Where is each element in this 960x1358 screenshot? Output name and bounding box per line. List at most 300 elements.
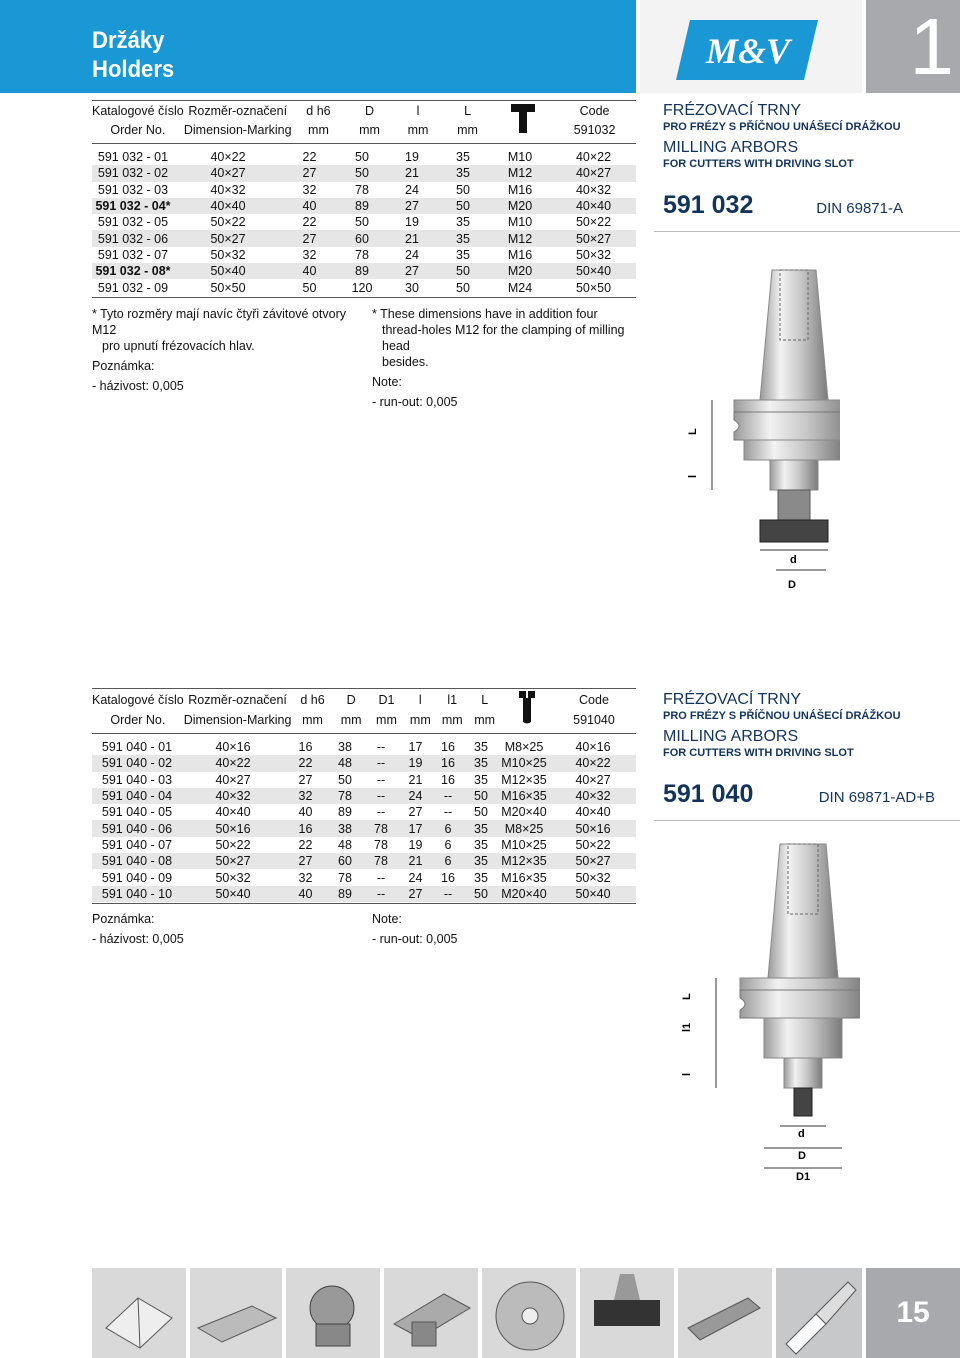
table-cell: 27 — [408, 805, 423, 820]
open-book-icon — [92, 1268, 186, 1358]
chuck-icon — [482, 1268, 576, 1358]
table-cell: 591 040 - 09 — [101, 870, 173, 885]
magnet-plate-icon — [190, 1268, 282, 1358]
t-shape-icon — [509, 101, 537, 135]
table-cell: 591 032 - 09 — [97, 280, 169, 295]
table-cell: 35 — [474, 870, 488, 885]
note-cz-text: - házivost: 0,005 — [92, 379, 184, 393]
table-cell: 591 040 - 01 — [101, 740, 173, 755]
code-value: 591032 — [573, 123, 616, 137]
sidebox-591040 — [663, 691, 953, 809]
table-cell: 50×32 — [210, 247, 246, 262]
table-cell: 591 040 - 10 — [92, 886, 182, 902]
table-cell: 50 — [464, 886, 498, 902]
table-cell: 32 — [298, 870, 313, 885]
table-cell: M16×35 — [498, 788, 550, 804]
table-cell: -- — [432, 788, 464, 804]
col-l: l — [418, 692, 422, 707]
unit-mm: mm — [308, 123, 329, 137]
table-row — [92, 886, 636, 902]
category-tile-taper — [678, 1268, 772, 1358]
table-cell: M24 — [507, 280, 533, 295]
table-cell: 40×32 — [182, 788, 284, 804]
table-cell: 591 032 - 07 — [97, 247, 169, 262]
table-cell: M10 — [507, 215, 533, 230]
table-bottom-rule — [92, 297, 636, 298]
table-cell: M16 — [507, 247, 533, 262]
table-cell: 50×16 — [182, 820, 284, 836]
table-cell: 24 — [408, 870, 423, 885]
table-cell: 40×27 — [551, 165, 636, 181]
table-cell: M8×25 — [504, 740, 544, 755]
note-cz-2 — [92, 911, 362, 947]
table-cell: -- — [376, 870, 386, 885]
table-cell: 19 — [408, 837, 423, 852]
table-cell: 40×22 — [550, 755, 636, 771]
table-cell: 591 032 - 04* — [92, 198, 174, 214]
table-591032-body — [92, 149, 636, 296]
unit-mm: mm — [409, 712, 431, 727]
table-cell: 38 — [338, 740, 352, 755]
vise-icon — [384, 1268, 478, 1358]
morse-taper-icon — [678, 1268, 772, 1358]
col-l1: l1 — [447, 692, 458, 707]
side-title-en: MILLING ARBORS — [663, 728, 799, 745]
code-value: 591040 — [573, 712, 615, 727]
category-tile-vise — [384, 1268, 478, 1358]
unit-mm: mm — [359, 123, 380, 137]
table-cell: 40×16 — [575, 740, 611, 755]
table-cell: 50 — [355, 150, 369, 165]
table-cell: 35 — [464, 755, 498, 771]
table-cell: 40×22 — [210, 150, 246, 165]
footnote-en-line1: * These dimensions have in addition four — [372, 307, 598, 321]
table-cell: M20 — [489, 263, 551, 279]
table-cell: M12 — [489, 230, 551, 246]
table-cell: 27 — [282, 230, 337, 246]
table-cell: 50 — [437, 198, 489, 214]
table-cell: M20×40 — [501, 805, 547, 820]
table-cell: 50 — [355, 215, 369, 230]
table-cell: 32 — [302, 247, 317, 262]
col-order-en: Order No. — [110, 712, 166, 727]
table-row — [92, 279, 636, 295]
table-cell: 78 — [374, 837, 388, 852]
title-cz: Držáky — [92, 27, 165, 54]
table-cell: -- — [363, 755, 399, 771]
table-row — [92, 198, 636, 214]
table-row — [92, 788, 636, 804]
table-cell: -- — [376, 772, 386, 787]
side-code: 591 040 — [663, 780, 754, 808]
table-cell: 591 032 - 06 — [92, 230, 174, 246]
dim-label-d: d — [798, 1128, 805, 1140]
table-591040 — [92, 689, 636, 729]
table-cell: 50 — [456, 280, 470, 295]
dim-label-D1: D1 — [796, 1171, 811, 1183]
dim-label-L: L — [681, 993, 693, 1000]
side-title-en: MILLING ARBORS — [663, 139, 799, 156]
table-row — [92, 804, 636, 820]
unit-mm: mm — [441, 712, 463, 727]
table-cell: 120 — [351, 280, 373, 295]
table-cell: 40 — [282, 263, 337, 279]
col-D: D — [346, 692, 356, 707]
table-cell: 16 — [441, 740, 455, 755]
table-cell: -- — [376, 805, 386, 820]
table-591040-body — [92, 739, 636, 902]
table-cell: 22 — [298, 837, 313, 852]
table-cell: 35 — [474, 772, 488, 787]
table-591032 — [92, 101, 636, 139]
side-title-cz: FRÉZOVACÍ TRNY — [663, 102, 802, 119]
table-cell: 6 — [432, 853, 464, 869]
dim-label-l: l — [681, 1072, 693, 1076]
category-tile-arbor-active — [776, 1268, 862, 1358]
col-L: L — [464, 104, 472, 118]
unit-mm: mm — [340, 712, 362, 727]
col-dimension-en: Dimension-Marking — [183, 712, 292, 727]
col-L: L — [481, 692, 489, 707]
table-cell: 32 — [284, 788, 327, 804]
table-cell: 40×27 — [174, 165, 282, 181]
table-cell: 6 — [432, 820, 464, 836]
table-row — [92, 853, 636, 869]
table-cell: 50×27 — [174, 230, 282, 246]
table-row — [92, 772, 636, 788]
table-591040-rows — [92, 739, 636, 902]
table-cell: 40×32 — [550, 788, 636, 804]
title-en: Holders — [92, 56, 175, 83]
table-cell: 27 — [284, 853, 327, 869]
col-dh6: d h6 — [300, 692, 325, 707]
arbor-drawing-591032 — [660, 250, 840, 600]
table-row — [92, 837, 636, 853]
note-en-label: Note: — [372, 375, 402, 389]
table-cell: 591 040 - 07 — [101, 837, 173, 852]
table-cell: 35 — [437, 165, 489, 181]
table-cell: 50×22 — [575, 215, 612, 230]
note-cz-text: - házivost: 0,005 — [92, 932, 184, 946]
col-l: l — [416, 104, 420, 118]
table-cell: 27 — [298, 772, 313, 787]
table-cell: 591 040 - 04 — [92, 788, 182, 804]
table-cell: 50×32 — [575, 247, 612, 262]
table-cell: 50×40 — [174, 263, 282, 279]
unit-mm: mm — [474, 712, 496, 727]
table-cell: 21 — [387, 230, 437, 246]
unit-mm: mm — [302, 712, 323, 727]
table-cell: M16 — [507, 182, 533, 197]
table-cell: 40×40 — [174, 198, 282, 214]
table-cell: 19 — [405, 150, 419, 165]
side-sub-en: FOR CUTTERS WITH DRIVING SLOT — [663, 158, 854, 170]
col-order-en: Order No. — [110, 123, 166, 137]
footnote-cz — [92, 306, 362, 394]
table-cell: 40×16 — [215, 740, 251, 755]
table-cell: 50×32 — [575, 870, 611, 885]
table-cell: 591 040 - 08 — [92, 853, 182, 869]
table-cell: 60 — [337, 230, 387, 246]
footer-page-number: 15 — [866, 1268, 960, 1358]
arbor-icon — [776, 1268, 862, 1358]
table-cell: 50 — [338, 772, 352, 787]
table-cell: 40×32 — [575, 182, 612, 197]
table-cell: 19 — [405, 215, 419, 230]
table-header-rule — [92, 143, 636, 144]
table-cell: 50 — [302, 280, 317, 295]
table-cell: 50×40 — [550, 886, 636, 902]
table-cell: M10×25 — [501, 837, 547, 852]
table-cell: 50×50 — [575, 280, 612, 295]
col-order: Katalogové číslo — [92, 692, 184, 707]
table-cell: 40×40 — [215, 805, 251, 820]
table-cell: 38 — [327, 820, 363, 836]
table-cell: 35 — [437, 230, 489, 246]
table-row — [92, 247, 636, 263]
side-sub-cz: PRO FRÉZY S PŘÍČNOU UNÁŠECÍ DRÁŽKOU — [663, 710, 901, 722]
dividing-head-icon — [286, 1268, 380, 1358]
table-cell: 89 — [338, 805, 352, 820]
note-cz-label: Poznámka: — [92, 912, 155, 926]
dim-label-l1: l1 — [681, 1022, 693, 1032]
footnote-en — [372, 306, 642, 410]
table-591032-wrapper — [92, 100, 636, 298]
table-cell: 21 — [399, 853, 432, 869]
table-cell: 50 — [464, 788, 498, 804]
table-cell: M8×25 — [498, 820, 550, 836]
table-cell: 19 — [399, 755, 432, 771]
table-bottom-rule — [92, 903, 636, 904]
table-cell: 50 — [337, 165, 387, 181]
table-cell: 27 — [282, 165, 337, 181]
table-cell: 40×22 — [575, 150, 612, 165]
table-cell: 16 — [284, 820, 327, 836]
category-tile-books — [92, 1268, 186, 1358]
table-header-rule — [92, 733, 636, 734]
table-cell: -- — [363, 886, 399, 902]
table-cell: 22 — [284, 755, 327, 771]
table-row — [92, 755, 636, 771]
table-cell: 591 040 - 03 — [101, 772, 173, 787]
screw-icon — [516, 689, 538, 725]
footnote-en-line2: thread-holes M12 for the clamping of milling head — [382, 323, 625, 353]
table-cell: 30 — [405, 280, 419, 295]
table-cell: 50×27 — [182, 853, 284, 869]
dim-label-l: l — [687, 474, 699, 478]
side-divider — [654, 231, 960, 232]
category-tile-magnet — [190, 1268, 282, 1358]
note-en-2 — [372, 911, 642, 947]
table-cell: M20 — [489, 198, 551, 214]
col-D: D — [364, 104, 374, 118]
col-code: Code — [579, 104, 610, 118]
table-cell: M12 — [489, 165, 551, 181]
table-cell: 24 — [405, 182, 419, 197]
col-code: Code — [579, 692, 609, 707]
table-cell: 40×32 — [210, 182, 246, 197]
unit-mm: mm — [407, 123, 429, 137]
col-order: Katalogové číslo — [92, 104, 184, 118]
table-cell: 50×40 — [551, 263, 636, 279]
table-cell: 591 040 - 05 — [101, 805, 173, 820]
table-cell: 22 — [302, 150, 317, 165]
table-row — [92, 230, 636, 246]
dim-label-d: d — [790, 554, 797, 566]
table-cell: M16×35 — [501, 870, 547, 885]
table-row — [92, 214, 636, 230]
table-cell: 89 — [327, 886, 363, 902]
table-cell: 32 — [302, 182, 317, 197]
col-dimension-en: Dimension-Marking — [183, 123, 292, 137]
note-en-text: - run-out: 0,005 — [372, 395, 458, 409]
table-cell: 50×16 — [550, 820, 636, 836]
table-cell: 16 — [298, 740, 313, 755]
table-row — [92, 149, 636, 165]
table-cell: -- — [376, 740, 386, 755]
table-cell: 89 — [337, 263, 387, 279]
table-cell: 50 — [437, 263, 489, 279]
table-cell: 27 — [387, 198, 437, 214]
footnote-cz-line1: * Tyto rozměry mají navíc čtyři závitové otvory M12 — [92, 307, 347, 337]
table-cell: 40×27 — [215, 772, 251, 787]
col-D1: D1 — [378, 692, 395, 707]
table-cell: 50×27 — [550, 853, 636, 869]
table-cell: 48 — [327, 755, 363, 771]
table-cell: 22 — [302, 215, 317, 230]
footnote-cz-line2: pro upnutí frézovacích hlav. — [102, 339, 255, 353]
table-cell: -- — [443, 805, 453, 820]
unit-mm: mm — [376, 712, 397, 727]
category-tile-holders-set — [580, 1268, 674, 1358]
dim-label-L: L — [687, 428, 699, 435]
table-cell: 17 — [399, 820, 432, 836]
table-cell: 591 032 - 08* — [92, 263, 174, 279]
header-title-block — [0, 0, 636, 93]
table-cell: 21 — [408, 772, 423, 787]
table-row — [92, 263, 636, 279]
svg-text:M&V: M&V — [705, 31, 791, 71]
table-cell: 35 — [456, 215, 470, 230]
table-cell: 50×22 — [575, 837, 611, 852]
table-cell: 50×27 — [551, 230, 636, 246]
table-cell: M12×35 — [501, 772, 547, 787]
side-code: 591 032 — [663, 191, 754, 219]
table-cell: 591 032 - 01 — [97, 150, 169, 165]
brand-logo — [640, 0, 862, 93]
table-cell: 50×40 — [182, 886, 284, 902]
table-cell: 24 — [405, 247, 419, 262]
table-cell: 6 — [444, 837, 452, 852]
table-cell: 40×22 — [182, 755, 284, 771]
note-en-label: Note: — [372, 912, 402, 926]
table-cell: 21 — [387, 165, 437, 181]
note-cz-label: Poznámka: — [92, 359, 155, 373]
table-cell: 40×40 — [575, 805, 611, 820]
page-tab-number: 1 — [866, 0, 960, 93]
table-cell: 35 — [464, 853, 498, 869]
thread-icon-cell — [493, 101, 553, 139]
table-cell: M10 — [507, 150, 533, 165]
side-title-cz: FRÉZOVACÍ TRNY — [663, 691, 802, 708]
table-cell: 591 032 - 05 — [97, 215, 169, 230]
sidebox-591032 — [663, 102, 953, 220]
side-divider — [654, 820, 960, 821]
table-cell: 591 032 - 02 — [92, 165, 174, 181]
table-cell: 48 — [338, 837, 352, 852]
table-cell: 50×32 — [215, 870, 251, 885]
holders-set-icon — [580, 1268, 674, 1358]
table-cell: 27 — [387, 263, 437, 279]
table-cell: 50×22 — [215, 837, 251, 852]
table-cell: 17 — [408, 740, 423, 755]
table-row — [92, 869, 636, 885]
table-cell: 78 — [338, 870, 352, 885]
table-cell: 50 — [456, 182, 470, 197]
col-dimension: Rozměr-označení — [188, 692, 287, 707]
table-cell: 60 — [327, 853, 363, 869]
table-cell: 16 — [432, 755, 464, 771]
table-cell: 16 — [441, 870, 455, 885]
table-cell: 27 — [399, 886, 432, 902]
category-tile-dividing-head — [286, 1268, 380, 1358]
table-cell: 591 032 - 03 — [97, 182, 169, 197]
table-cell: 35 — [474, 837, 488, 852]
table-cell: 24 — [399, 788, 432, 804]
logo-panel — [640, 0, 862, 93]
dim-label-D: D — [788, 579, 796, 591]
table-row — [92, 165, 636, 181]
table-row — [92, 820, 636, 836]
table-row — [92, 182, 636, 198]
table-cell: M12×35 — [498, 853, 550, 869]
table-cell: 89 — [337, 198, 387, 214]
side-sub-cz: PRO FRÉZY S PŘÍČNOU UNÁŠECÍ DRÁŽKOU — [663, 121, 901, 133]
table-cell: 78 — [327, 788, 363, 804]
table-cell: 40 — [298, 805, 313, 820]
arbor-drawing-591040 — [660, 830, 860, 1190]
table-cell: 40 — [284, 886, 327, 902]
table-row — [92, 739, 636, 755]
table-cell: 591 040 - 02 — [92, 755, 182, 771]
table-591040-wrapper — [92, 688, 636, 904]
table-cell: M20×40 — [498, 886, 550, 902]
table-cell: 40 — [282, 198, 337, 214]
table-cell: 50×22 — [210, 215, 246, 230]
table-cell: -- — [363, 788, 399, 804]
table-cell: 35 — [456, 150, 470, 165]
table-cell: 40×40 — [551, 198, 636, 214]
side-din: DIN 69871-A — [816, 200, 903, 217]
table-cell: 35 — [456, 247, 470, 262]
category-tile-chuck — [482, 1268, 576, 1358]
table-cell: 35 — [474, 740, 488, 755]
col-dh6: d h6 — [306, 104, 331, 118]
table-cell: 16 — [441, 772, 455, 787]
table-cell: -- — [432, 886, 464, 902]
table-cell: M10×25 — [498, 755, 550, 771]
table-cell: 78 — [355, 182, 369, 197]
col-dimension: Rozměr-označení — [188, 104, 288, 118]
table-cell: 591 040 - 06 — [92, 820, 182, 836]
table-cell: 35 — [464, 820, 498, 836]
table-cell: 40×27 — [575, 772, 611, 787]
table-cell: 78 — [363, 853, 399, 869]
screw-icon-cell — [501, 689, 552, 729]
table-cell: 50×50 — [210, 280, 246, 295]
note-en-text: - run-out: 0,005 — [372, 932, 458, 946]
table-cell: 50 — [474, 805, 488, 820]
